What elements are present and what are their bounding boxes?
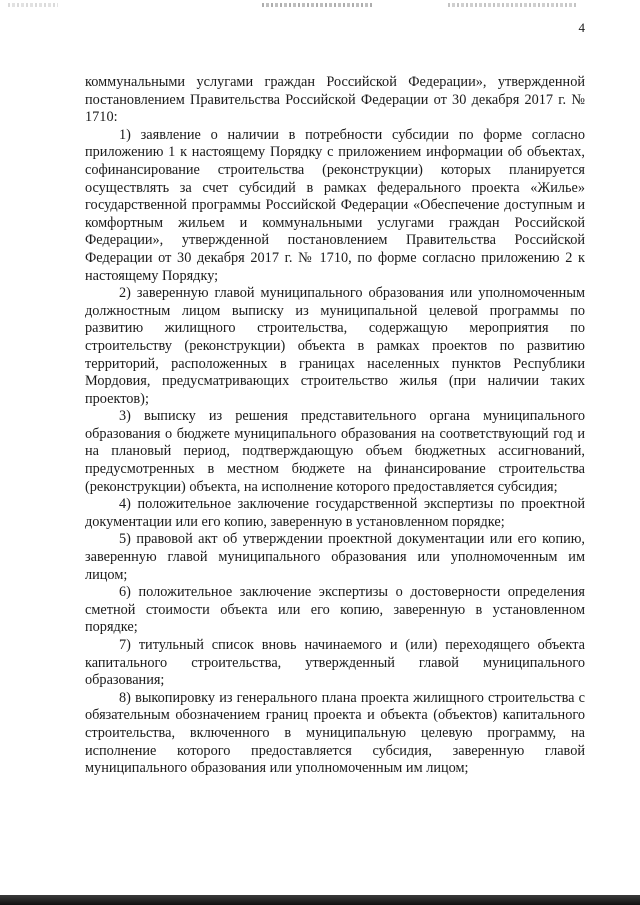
list-item: 2) заверенную главой муниципального образования или уполномоченным должностным лицом выписку из муниципальной целевой программы по развитию жилищного строительства, содержащую мероприятия по строительству (реконструкции) объекта в рамках проектов по развитию территорий, расположенных в границах населенных пунктов Республики Мордовия, предусматривающих строительство жилья (при наличии таких проектов);: [85, 285, 585, 407]
list-item: 1) заявление о наличии в потребности субсидии по форме согласно приложению 1 к настоящему Порядку с приложением информации об объектах, софинансирование строительства (реконструкции) которых планируется осуществлять за счет субсидий в рамках федерального проекта «Жилье» государственной программы Российской Федерации «Обеспечение доступным и комфортным жильем и коммунальными услугами граждан Российской Федерации», утвержденной постановлением Правительства Российской Федерации от 30 декабря 2017 г. № 1710, по форме согласно приложению 2 к настоящему Порядку;: [85, 126, 585, 284]
list-item: 3) выписку из решения представительного органа муниципального образования о бюджете муниципального образования на соответствующий год и на плановый период, подтверждающую объем бюджетных ассигнований, предусмотренных в местном бюджете на финансирование строительства (реконструкции) объекта, на исполнение которого предоставляется субсидия;: [85, 408, 585, 495]
paragraph-continuation: коммунальными услугами граждан Российской Федерации», утвержденной постановлением Правительства Российской Федерации от 30 декабря 2017 г. № 1710:: [85, 74, 585, 126]
list-item: 7) титульный список вновь начинаемого и (или) переходящего объекта капитального строительства, утвержденный главой муниципального образования;: [85, 637, 585, 689]
scan-artifact: [448, 3, 578, 7]
document-body: [85, 74, 585, 778]
scan-bottom-edge: [0, 895, 640, 905]
list-item: 6) положительное заключение экспертизы о достоверности определения сметной стоимости объекта или его копию, заверенную в установленном порядке;: [85, 584, 585, 636]
page-number: 4: [578, 20, 585, 35]
list-item: 4) положительное заключение государственной экспертизы по проектной документации или его копию, заверенную в установленном порядке;: [85, 496, 585, 530]
list-item: 8) выкопировку из генерального плана проекта жилищного строительства с обязательным обозначением границ проекта и объекта (объектов) капитального строительства, включенного в муниципальную целевую программу, на исполнение которого предоставляется субсидия, заверенную главой муниципального образования или уполномоченным им лицом;: [85, 689, 585, 777]
scan-artifact: [262, 3, 372, 7]
scan-artifact: [8, 3, 58, 7]
list-item: 5) правовой акт об утверждении проектной документации или его копию, заверенную главой муниципального образования или уполномоченным им лицом;: [85, 531, 585, 583]
